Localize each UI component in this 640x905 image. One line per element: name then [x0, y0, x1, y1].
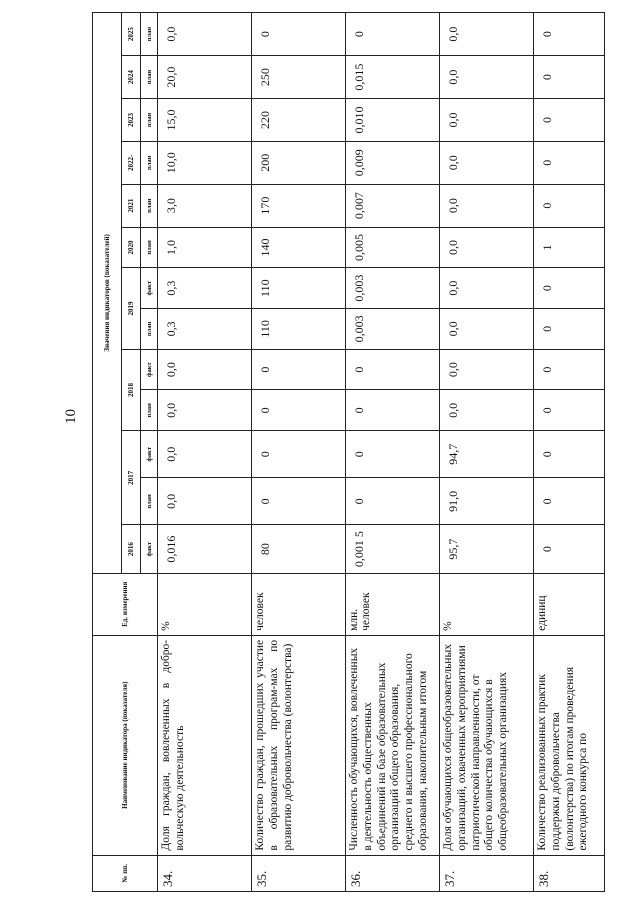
row-number: 38. [534, 855, 605, 891]
indicator-value: 20,0 [158, 56, 252, 99]
header-year: 2016 [122, 525, 141, 573]
indicator-value: 0 [252, 431, 346, 478]
indicator-value: 0,3 [158, 309, 252, 350]
indicator-name: Количество реализованных практик поддержки добровольчества (волонтерства) по итогам проведения ежегодного конкурса по [534, 635, 605, 855]
header-year: 2017 [122, 431, 141, 525]
indicator-value: 0 [252, 349, 346, 390]
header-subcol: план [141, 184, 158, 227]
indicator-value: 0 [346, 478, 440, 525]
indicator-value: 80 [252, 525, 346, 573]
header-year: 2021 [122, 184, 141, 227]
indicator-value: 95,7 [440, 525, 534, 573]
indicator-name: Количество граждан, прошедших участие в образовательных програм-мах по развитию добровольчества (волонтерства) [252, 635, 346, 855]
indicator-value: 0 [534, 309, 605, 350]
indicator-value: 0 [534, 390, 605, 431]
indicator-value: 0,009 [346, 141, 440, 184]
page-number: 10 [63, 409, 79, 424]
indicator-value: 0,003 [346, 309, 440, 350]
indicator-value: 0,0 [158, 390, 252, 431]
indicator-value: 15,0 [158, 99, 252, 142]
table-row [158, 13, 252, 892]
indicator-value: 0,0 [440, 141, 534, 184]
table-row [252, 13, 346, 892]
indicator-value: 0 [534, 268, 605, 309]
header-subcol: план [141, 56, 158, 99]
indicator-value: 0 [534, 431, 605, 478]
header-subcol: факт [141, 525, 158, 573]
indicator-value: 0,0 [158, 478, 252, 525]
indicator-unit: единиц [534, 573, 605, 635]
indicator-table-rotated [92, 12, 597, 892]
indicator-name: Доля обучающихся общеобразовательных организаций, охваченных мероприятиями патриотической направленности, от общего количества обучающихся в общеобразовательных организациях [440, 635, 534, 855]
indicator-value: 0 [252, 13, 346, 56]
header-number: № пп. [93, 855, 158, 891]
indicator-value: 1 [534, 227, 605, 268]
header-subcol: план [141, 141, 158, 184]
indicator-value: 110 [252, 309, 346, 350]
table-row [346, 13, 440, 892]
header-subcol: факт [141, 431, 158, 478]
indicator-value: 140 [252, 227, 346, 268]
header-subcol: план [141, 13, 158, 56]
indicator-value: 220 [252, 99, 346, 142]
indicator-unit: человек [252, 573, 346, 635]
header-values: Значения индикаторов (показателей) [93, 13, 122, 574]
indicator-value: 0 [534, 349, 605, 390]
row-number: 37. [440, 855, 534, 891]
indicator-value: 3,0 [158, 184, 252, 227]
row-number: 34. [158, 855, 252, 891]
indicator-value: 0 [346, 390, 440, 431]
indicator-value: 0,0 [440, 227, 534, 268]
indicator-value: 0,0 [440, 349, 534, 390]
indicator-value: 0,010 [346, 99, 440, 142]
indicator-value: 0 [252, 478, 346, 525]
indicator-value: 0 [534, 525, 605, 573]
header-year: 2019 [122, 268, 141, 349]
indicator-unit: % [158, 573, 252, 635]
indicator-value: 1,0 [158, 227, 252, 268]
table-row [440, 13, 534, 892]
header-year: 2022- [122, 141, 141, 184]
table-row [534, 13, 605, 892]
header-year: 2023 [122, 99, 141, 142]
indicator-value: 0,0 [158, 349, 252, 390]
indicator-value: 0 [346, 349, 440, 390]
indicator-value: 0 [346, 13, 440, 56]
indicator-value: 0 [346, 431, 440, 478]
indicator-value: 10,0 [158, 141, 252, 184]
header-subcol: факт [141, 268, 158, 309]
indicator-value: 0 [534, 56, 605, 99]
indicator-name: Доля граждан, вовлеченных в добро-вольческую деятельность [158, 635, 252, 855]
header-subcol: план [141, 478, 158, 525]
header-name: Наименование индикатора (показателя) [93, 635, 158, 855]
indicator-name: Численность обучающихся, вовлеченных в деятельность общественных объединений на базе образовательных организаций общего образования, среднего и высшего профессионального образования, накопительным итогом [346, 635, 440, 855]
indicator-unit: % [440, 573, 534, 635]
header-subcol: план [141, 309, 158, 350]
indicator-value: 0,0 [440, 268, 534, 309]
header-year: 2018 [122, 349, 141, 430]
indicator-value: 0 [534, 13, 605, 56]
indicator-value: 0,0 [440, 309, 534, 350]
indicator-value: 0,0 [158, 431, 252, 478]
indicator-value: 200 [252, 141, 346, 184]
header-year: 2025 [122, 13, 141, 56]
indicator-value: 0 [534, 99, 605, 142]
indicator-value: 0,0 [158, 13, 252, 56]
row-number: 36. [346, 855, 440, 891]
indicator-value: 250 [252, 56, 346, 99]
indicator-unit: млн. человек [346, 573, 440, 635]
header-subcol: план [141, 99, 158, 142]
indicator-value: 0,015 [346, 56, 440, 99]
indicator-value: 0,0 [440, 184, 534, 227]
header-subcol: план [141, 390, 158, 431]
indicator-value: 0 [534, 141, 605, 184]
indicator-table [92, 12, 605, 892]
indicator-value: 0,005 [346, 227, 440, 268]
header-year: 2020 [122, 227, 141, 268]
table-body [158, 13, 605, 892]
indicator-value: 0,3 [158, 268, 252, 309]
indicator-value: 0 [534, 478, 605, 525]
header-year: 2024 [122, 56, 141, 99]
indicator-value: 0,001 5 [346, 525, 440, 573]
header-unit: Ед. измерения [93, 573, 158, 635]
indicator-value: 0,0 [440, 390, 534, 431]
indicator-value: 91,0 [440, 478, 534, 525]
indicator-value: 0 [252, 390, 346, 431]
indicator-value: 170 [252, 184, 346, 227]
indicator-value: 0 [534, 184, 605, 227]
indicator-value: 110 [252, 268, 346, 309]
indicator-value: 0,016 [158, 525, 252, 573]
indicator-value: 0,0 [440, 13, 534, 56]
header-subcol: факт [141, 349, 158, 390]
indicator-value: 94,7 [440, 431, 534, 478]
indicator-value: 0,003 [346, 268, 440, 309]
header-subcol: план [141, 227, 158, 268]
row-number: 35. [252, 855, 346, 891]
indicator-value: 0,007 [346, 184, 440, 227]
indicator-value: 0,0 [440, 56, 534, 99]
indicator-value: 0,0 [440, 99, 534, 142]
